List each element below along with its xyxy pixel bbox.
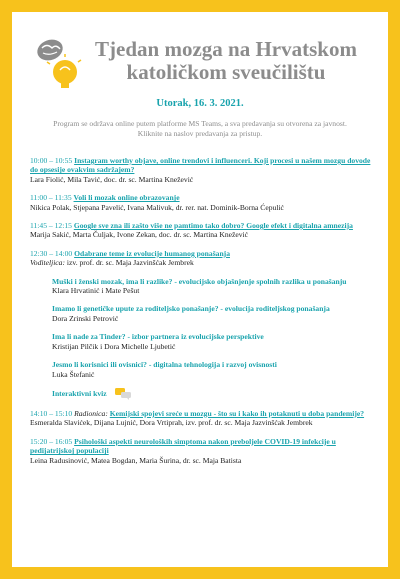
time-slot: 11:45 – 12:15 (30, 221, 72, 231)
speakers: Kristijan Pilčik i Dora Michelle Ljubetić (52, 341, 176, 351)
time-slot: 14:10 – 15:10 (30, 408, 73, 418)
subtalk-link[interactable]: Muški i ženski mozak, ima li razlike? - evolucijsko objašnjenje spolnih razlika u ponašanju (52, 276, 347, 286)
quiz-item (52, 388, 372, 400)
schedule-item (30, 409, 372, 428)
schedule (30, 156, 372, 465)
poster (12, 12, 388, 567)
speakers: Lara Fiolić, Mila Tavić, doc. dr. sc. Martina Knežević (30, 174, 194, 184)
moderator-label: Voditeljica: (30, 258, 66, 268)
schedule-item (30, 249, 372, 400)
title-line-1: Tjedan mozga na Hrvatskom (95, 37, 357, 61)
speakers: Leina Radusinović, Matea Bogdan, Maria Šurina, dr. sc. Maja Batista (30, 455, 242, 465)
page-title (68, 38, 384, 84)
lecture-link[interactable]: Psihološki aspekti neuroloških simptoma nakon preboljele COVID-19 infekcije u pedijatrijskoj populaciji (30, 436, 336, 456)
speakers: Dora Zrinski Petrović (52, 313, 119, 323)
lecture-link[interactable]: Voli li mozak online obrazovanje (73, 193, 180, 203)
speakers: Luka Štefanić (52, 369, 95, 379)
schedule-item (30, 193, 372, 212)
quiz-link[interactable]: Interaktivni kviz (52, 389, 107, 399)
title-line-2: katoličkom sveučilištu (126, 60, 326, 84)
intro-text: Program se održava online putem platforme MS Teams, a sva predavanja su otvorena za javnost. Kliknite na naslov predavanja za pristup. (53, 119, 347, 138)
time-slot: 10:00 – 10:55 (30, 156, 73, 165)
time-slot: 12:30 – 14:00 (30, 248, 73, 258)
subtalk (52, 277, 372, 296)
lecture-link[interactable]: Kemijski spojevi sreće u mozgu - što su i kako ih potaknuti u doba pandemije? (109, 408, 365, 418)
subtalk-link[interactable]: Jesmo li korisnici ili ovisnici? - digitalna tehnologija i razvoj ovisnosti (52, 360, 277, 370)
subtalk (52, 360, 372, 379)
lecture-link[interactable]: Instagram worthy objave, online trendovi i influenceri. Koji procesi u našem mozgu dovode do opsesije ovakvim sadržajem? (30, 156, 371, 175)
subtalk-link[interactable]: Imamo li genetičke upute za roditeljsko ponašanje? - evolucija roditeljskog ponašanja (52, 304, 330, 314)
speakers: Klara Hrvatinić i Mate Pešut (52, 286, 140, 296)
schedule-item (30, 221, 372, 240)
moderator-name: izv. prof. dr. sc. Maja Jazvinšćak Jembrek (66, 258, 194, 268)
event-date: Utorak, 16. 3. 2021. (156, 98, 244, 109)
lecture-link[interactable]: Odabrane teme iz evolucije humanog ponašanja (74, 248, 230, 258)
time-slot: 15:20 – 16:05 (30, 436, 73, 446)
chat-bubble-icon (115, 388, 131, 400)
lecture-link[interactable]: Google sve zna ili zašto više ne pamtimo tako dobro? Google efekt i digitalna amnezija (73, 221, 353, 231)
header (12, 12, 388, 92)
subtalk-link[interactable]: Ima li nade za Tinder? - izbor partnera iz evolucijske perspektive (52, 332, 264, 342)
speakers: Marija Sakić, Marta Čuljak, Ivone Zekan, doc. dr. sc. Martina Knežević (30, 230, 249, 240)
speakers: Nikica Polak, Stjepana Pavelić, Ivana Malivuk, dr. rer. nat. Dominik-Borna Ćepulić (30, 202, 284, 212)
subtalk (52, 332, 372, 351)
schedule-item (30, 156, 372, 184)
speakers: Esmeralda Slavićek, Dijana Lujnić, Dora Vrtiprah, izv. prof. dr. sc. Maja Jazvinšćak Jembrek (30, 418, 313, 428)
schedule-item (30, 437, 372, 465)
subtalk (52, 304, 372, 323)
moderator (30, 258, 372, 267)
time-slot: 11:00 – 11:35 (30, 193, 72, 203)
workshop-label: Radionica: (74, 408, 108, 418)
